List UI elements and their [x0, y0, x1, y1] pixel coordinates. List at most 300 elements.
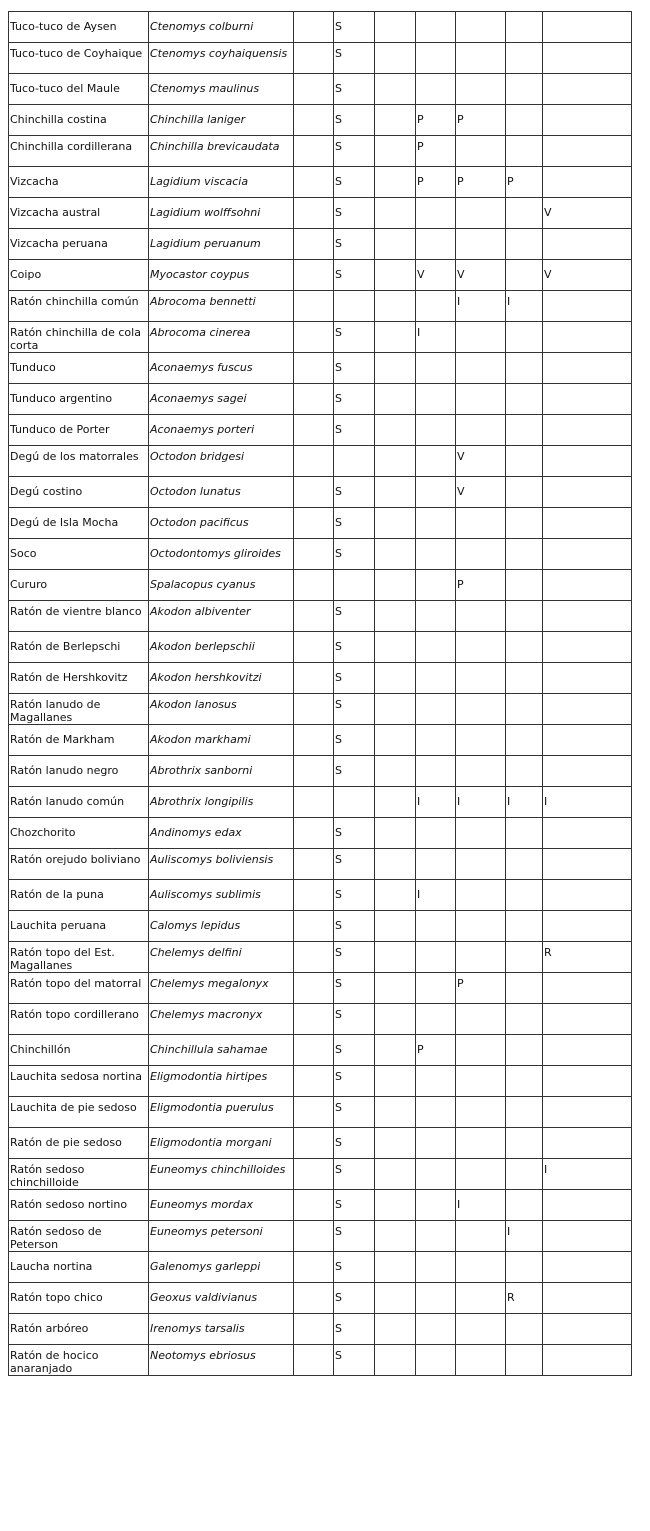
status-col-7-text — [544, 539, 631, 547]
status-col-5-cell — [456, 291, 506, 322]
status-col-5-cell — [456, 1128, 506, 1159]
common-name-cell — [9, 663, 149, 694]
status-col-5-text — [457, 74, 505, 82]
status-col-5-text: V — [457, 450, 465, 463]
status-col-7-cell — [543, 136, 632, 167]
status-col-2-cell — [334, 601, 375, 632]
status-col-2-text: S — [335, 1291, 342, 1304]
table-row — [9, 911, 632, 942]
common-name-text: Ratón orejudo boliviano — [10, 853, 141, 866]
common-name-text: Ratón lanudo común — [10, 795, 125, 808]
status-col-5-text — [457, 1128, 505, 1136]
status-col-1-text — [295, 1035, 333, 1043]
status-col-3-cell — [375, 508, 416, 539]
status-col-1-cell — [294, 1128, 334, 1159]
status-col-2-text: S — [335, 47, 342, 60]
common-name-text: Soco — [10, 547, 37, 560]
scientific-name-cell — [149, 1314, 294, 1345]
status-col-6-cell — [506, 477, 543, 508]
common-name-cell — [9, 1159, 149, 1190]
status-col-1-cell — [294, 725, 334, 756]
status-col-1-text — [295, 601, 333, 605]
status-col-7-cell — [543, 1066, 632, 1097]
status-col-4-cell — [416, 1128, 456, 1159]
status-col-4-text — [417, 198, 455, 206]
common-name-text: Ratón de vientre blanco — [10, 605, 142, 618]
common-name-cell — [9, 1221, 149, 1252]
status-col-2-cell — [334, 1097, 375, 1128]
common-name-text: Ratón topo del Est. Magallanes — [10, 946, 115, 972]
status-col-1-text — [295, 198, 333, 206]
status-col-6-text — [507, 508, 542, 516]
status-col-5-cell — [456, 1345, 506, 1376]
status-col-1-cell — [294, 384, 334, 415]
common-name-cell — [9, 756, 149, 787]
status-col-3-text — [376, 849, 415, 853]
status-col-6-cell — [506, 632, 543, 663]
status-col-4-text — [417, 694, 455, 698]
status-col-2-cell — [334, 198, 375, 229]
status-col-2-text: S — [335, 423, 342, 436]
status-col-1-text — [295, 911, 333, 919]
status-col-5-cell — [456, 353, 506, 384]
status-col-5-cell — [456, 911, 506, 942]
status-col-3-text — [376, 663, 415, 671]
status-col-3-text — [376, 1345, 415, 1349]
status-col-7-text — [544, 136, 631, 140]
status-col-2-text: S — [335, 977, 342, 990]
scientific-name-text: Akodon markhami — [150, 733, 251, 746]
status-col-6-text — [507, 477, 542, 485]
status-col-2-text: S — [335, 140, 342, 153]
status-col-5-cell — [456, 663, 506, 694]
status-col-4-text — [417, 1252, 455, 1260]
status-col-1-cell — [294, 911, 334, 942]
table-row — [9, 508, 632, 539]
status-col-6-cell — [506, 167, 543, 198]
status-col-3-cell — [375, 167, 416, 198]
scientific-name-cell — [149, 260, 294, 291]
status-col-4-text: V — [417, 268, 425, 281]
scientific-name-text: Auliscomys boliviensis — [150, 853, 274, 866]
status-col-3-cell — [375, 725, 416, 756]
status-col-2-text: S — [335, 485, 342, 498]
status-col-5-text — [457, 508, 505, 516]
status-col-6-cell — [506, 198, 543, 229]
status-col-1-text — [295, 787, 333, 795]
status-col-5-text — [457, 849, 505, 853]
status-col-7-text — [544, 415, 631, 423]
scientific-name-text: Euneomys chinchilloides — [150, 1163, 286, 1176]
status-col-3-text — [376, 1066, 415, 1070]
scientific-name-text: Abrocoma bennetti — [150, 295, 256, 308]
common-name-cell — [9, 1283, 149, 1314]
status-col-7-text — [544, 1221, 631, 1225]
common-name-cell — [9, 1004, 149, 1035]
status-col-6-cell — [506, 663, 543, 694]
status-col-5-cell — [456, 508, 506, 539]
status-col-1-text — [295, 384, 333, 392]
status-col-3-text — [376, 880, 415, 888]
status-col-1-text — [295, 880, 333, 888]
status-col-5-text: V — [457, 485, 465, 498]
status-col-4-cell — [416, 322, 456, 353]
status-col-2-cell — [334, 1190, 375, 1221]
status-col-7-cell — [543, 787, 632, 818]
status-col-7-cell — [543, 508, 632, 539]
status-col-5-text: P — [457, 113, 464, 126]
common-name-cell — [9, 291, 149, 322]
status-col-7-text — [544, 74, 631, 82]
status-col-4-text — [417, 384, 455, 392]
common-name-cell — [9, 818, 149, 849]
scientific-name-cell — [149, 353, 294, 384]
table-row — [9, 477, 632, 508]
scientific-name-text: Geoxus valdivianus — [150, 1291, 258, 1304]
table-row — [9, 663, 632, 694]
status-col-1-text — [295, 570, 333, 578]
status-col-2-text: S — [335, 237, 342, 250]
status-col-7-text — [544, 818, 631, 826]
status-col-1-text — [295, 1004, 333, 1008]
status-col-5-cell — [456, 74, 506, 105]
scientific-name-cell — [149, 601, 294, 632]
status-col-5-cell — [456, 384, 506, 415]
status-col-5-cell — [456, 1159, 506, 1190]
status-col-2-cell — [334, 508, 375, 539]
table-row — [9, 291, 632, 322]
status-col-4-cell — [416, 1252, 456, 1283]
status-col-3-text — [376, 74, 415, 82]
status-col-1-text — [295, 508, 333, 516]
status-col-5-cell — [456, 570, 506, 601]
common-name-text: Ratón sedoso nortino — [10, 1198, 128, 1211]
status-col-2-text: S — [335, 1349, 342, 1362]
common-name-text: Cururo — [10, 578, 48, 591]
status-col-5-cell — [456, 787, 506, 818]
status-col-7-cell — [543, 384, 632, 415]
status-col-7-text — [544, 911, 631, 919]
common-name-cell — [9, 508, 149, 539]
status-col-4-text — [417, 1097, 455, 1101]
status-col-3-cell — [375, 942, 416, 973]
status-col-7-text — [544, 446, 631, 450]
status-col-6-cell — [506, 43, 543, 74]
status-col-7-text — [544, 384, 631, 392]
status-col-7-cell — [543, 663, 632, 694]
status-col-1-text — [295, 229, 333, 237]
scientific-name-text: Ctenomys maulinus — [150, 82, 260, 95]
status-col-2-text: S — [335, 1136, 342, 1149]
status-col-2-text: S — [335, 764, 342, 777]
status-col-5-cell — [456, 539, 506, 570]
status-col-4-cell — [416, 1314, 456, 1345]
status-col-6-cell — [506, 725, 543, 756]
status-col-2-text: S — [335, 671, 342, 684]
status-col-1-text — [295, 539, 333, 547]
status-col-5-text: P — [457, 977, 464, 990]
status-col-3-text — [376, 12, 415, 20]
table-row — [9, 415, 632, 446]
scientific-name-text: Spalacopus cyanus — [150, 578, 256, 591]
status-col-5-cell — [456, 880, 506, 911]
status-col-6-text — [507, 570, 542, 578]
status-col-5-text: I — [457, 295, 461, 308]
status-col-4-text — [417, 12, 455, 20]
table-row — [9, 12, 632, 43]
scientific-name-cell — [149, 74, 294, 105]
scientific-name-text: Octodontomys gliroides — [150, 547, 281, 560]
status-col-2-cell — [334, 632, 375, 663]
table-row — [9, 1159, 632, 1190]
status-col-1-cell — [294, 1221, 334, 1252]
common-name-text: Ratón sedoso chinchilloide — [10, 1163, 85, 1189]
status-col-6-text — [507, 74, 542, 82]
status-col-7-text — [544, 508, 631, 516]
status-col-7-text — [544, 973, 631, 977]
status-col-6-cell — [506, 12, 543, 43]
status-col-3-cell — [375, 415, 416, 446]
scientific-name-text: Abrothrix sanborni — [150, 764, 253, 777]
status-col-3-text — [376, 260, 415, 268]
status-col-6-cell — [506, 942, 543, 973]
status-col-7-cell — [543, 74, 632, 105]
status-col-7-cell — [543, 818, 632, 849]
status-col-4-cell — [416, 849, 456, 880]
status-col-7-text — [544, 1097, 631, 1101]
common-name-cell — [9, 229, 149, 260]
scientific-name-cell — [149, 508, 294, 539]
status-col-7-cell — [543, 1035, 632, 1066]
status-col-1-text — [295, 291, 333, 295]
table-row — [9, 105, 632, 136]
status-col-4-cell — [416, 570, 456, 601]
status-col-3-text — [376, 446, 415, 450]
status-col-7-text — [544, 1314, 631, 1322]
status-col-7-cell — [543, 291, 632, 322]
status-col-5-text — [457, 415, 505, 423]
common-name-text: Vizcacha peruana — [10, 237, 108, 250]
status-col-2-cell — [334, 136, 375, 167]
status-col-1-cell — [294, 1283, 334, 1314]
status-col-4-text — [417, 725, 455, 733]
common-name-cell — [9, 74, 149, 105]
status-col-4-text — [417, 1190, 455, 1198]
status-col-4-cell — [416, 136, 456, 167]
status-col-6-cell — [506, 1128, 543, 1159]
common-name-text: Ratón de pie sedoso — [10, 1136, 122, 1149]
common-name-text: Tuco-tuco de Aysen — [10, 20, 117, 33]
status-col-4-cell — [416, 446, 456, 477]
status-col-5-text — [457, 663, 505, 671]
status-col-3-cell — [375, 601, 416, 632]
status-col-3-text — [376, 911, 415, 919]
common-name-cell — [9, 260, 149, 291]
status-col-5-cell — [456, 229, 506, 260]
status-col-4-cell — [416, 43, 456, 74]
common-name-text: Ratón lanudo de Magallanes — [10, 698, 101, 724]
status-col-3-cell — [375, 291, 416, 322]
status-col-6-cell — [506, 1190, 543, 1221]
status-col-6-text — [507, 632, 542, 640]
status-col-2-cell — [334, 725, 375, 756]
status-col-7-cell — [543, 415, 632, 446]
common-name-cell — [9, 105, 149, 136]
status-col-4-cell — [416, 260, 456, 291]
status-col-1-text — [295, 725, 333, 733]
status-col-6-cell — [506, 570, 543, 601]
status-col-2-cell — [334, 322, 375, 353]
table-row — [9, 1128, 632, 1159]
common-name-cell — [9, 1345, 149, 1376]
status-col-3-text — [376, 1221, 415, 1225]
status-col-4-cell — [416, 105, 456, 136]
status-col-2-cell — [334, 1314, 375, 1345]
common-name-cell — [9, 539, 149, 570]
common-name-cell — [9, 570, 149, 601]
common-name-text: Chinchilla costina — [10, 113, 107, 126]
status-col-6-cell — [506, 415, 543, 446]
status-col-5-text — [457, 942, 505, 946]
table-row — [9, 1345, 632, 1376]
status-col-4-cell — [416, 973, 456, 1004]
status-col-6-cell — [506, 1035, 543, 1066]
status-col-4-cell — [416, 942, 456, 973]
common-name-cell — [9, 384, 149, 415]
status-col-1-cell — [294, 322, 334, 353]
scientific-name-cell — [149, 694, 294, 725]
status-col-6-text — [507, 415, 542, 423]
status-col-4-cell — [416, 1345, 456, 1376]
status-col-2-text: S — [335, 326, 342, 339]
status-col-1-cell — [294, 1097, 334, 1128]
status-col-4-cell — [416, 291, 456, 322]
status-col-1-text — [295, 1221, 333, 1225]
table-row — [9, 818, 632, 849]
status-col-7-cell — [543, 1004, 632, 1035]
status-col-7-text — [544, 1128, 631, 1136]
status-col-7-cell — [543, 1314, 632, 1345]
status-col-2-text: S — [335, 547, 342, 560]
status-col-5-text — [457, 756, 505, 764]
status-col-5-cell — [456, 1221, 506, 1252]
status-col-7-text — [544, 1004, 631, 1008]
status-col-6-cell — [506, 818, 543, 849]
status-col-3-text — [376, 756, 415, 764]
status-col-5-cell — [456, 1314, 506, 1345]
common-name-text: Ratón lanudo negro — [10, 764, 119, 777]
status-col-3-text — [376, 694, 415, 698]
table-row — [9, 384, 632, 415]
status-col-6-text — [507, 353, 542, 361]
status-col-1-text — [295, 1159, 333, 1163]
scientific-name-cell — [149, 1221, 294, 1252]
status-col-4-cell — [416, 12, 456, 43]
status-col-1-cell — [294, 1159, 334, 1190]
status-col-4-text — [417, 973, 455, 977]
scientific-name-cell — [149, 1283, 294, 1314]
status-col-4-text: P — [417, 1043, 424, 1056]
status-col-3-text — [376, 353, 415, 361]
status-col-3-cell — [375, 1283, 416, 1314]
status-col-3-text — [376, 384, 415, 392]
status-col-7-text — [544, 1252, 631, 1260]
table-row — [9, 942, 632, 973]
status-col-7-text: I — [544, 795, 548, 808]
status-col-5-cell — [456, 43, 506, 74]
status-col-7-text — [544, 291, 631, 295]
status-col-2-cell — [334, 43, 375, 74]
status-col-6-cell — [506, 1004, 543, 1035]
common-name-cell — [9, 942, 149, 973]
scientific-name-text: Chinchilla laniger — [150, 113, 246, 126]
status-col-2-cell — [334, 74, 375, 105]
status-col-4-cell — [416, 229, 456, 260]
status-col-6-cell — [506, 322, 543, 353]
status-col-4-cell — [416, 1221, 456, 1252]
status-col-3-cell — [375, 694, 416, 725]
common-name-text: Degú de los matorrales — [10, 450, 139, 463]
scientific-name-cell — [149, 1004, 294, 1035]
status-col-7-cell — [543, 260, 632, 291]
common-name-text: Degú costino — [10, 485, 83, 498]
status-col-4-cell — [416, 1283, 456, 1314]
status-col-5-cell — [456, 477, 506, 508]
status-col-5-text — [457, 136, 505, 140]
status-col-5-cell — [456, 105, 506, 136]
common-name-cell — [9, 322, 149, 353]
status-col-7-cell — [543, 12, 632, 43]
status-col-6-cell — [506, 229, 543, 260]
status-col-2-cell — [334, 880, 375, 911]
status-col-1-text — [295, 74, 333, 82]
status-col-5-cell — [456, 167, 506, 198]
common-name-cell — [9, 1035, 149, 1066]
status-col-5-cell — [456, 260, 506, 291]
status-col-7-cell — [543, 1097, 632, 1128]
status-col-1-cell — [294, 1252, 334, 1283]
status-col-3-cell — [375, 973, 416, 1004]
status-col-1-text — [295, 260, 333, 268]
status-col-2-text: S — [335, 1322, 342, 1335]
status-col-4-text — [417, 632, 455, 640]
status-col-4-text — [417, 1159, 455, 1163]
status-col-7-cell — [543, 105, 632, 136]
status-col-4-cell — [416, 1159, 456, 1190]
common-name-text: Coipo — [10, 268, 42, 281]
status-col-3-cell — [375, 539, 416, 570]
status-col-1-cell — [294, 43, 334, 74]
table-row — [9, 570, 632, 601]
common-name-text: Ratón de Markham — [10, 733, 115, 746]
status-col-2-text: S — [335, 1260, 342, 1273]
common-name-text: Tunduco argentino — [10, 392, 113, 405]
status-col-4-text — [417, 849, 455, 853]
status-col-5-text — [457, 1004, 505, 1008]
status-col-3-cell — [375, 1190, 416, 1221]
status-col-2-cell — [334, 1066, 375, 1097]
scientific-name-cell — [149, 105, 294, 136]
status-col-2-text: S — [335, 175, 342, 188]
status-col-3-cell — [375, 1252, 416, 1283]
status-col-1-text — [295, 1097, 333, 1101]
status-col-7-text — [544, 725, 631, 733]
status-col-4-cell — [416, 74, 456, 105]
scientific-name-text: Eligmodontia hirtipes — [150, 1070, 268, 1083]
status-col-1-cell — [294, 570, 334, 601]
status-col-7-cell — [543, 1159, 632, 1190]
status-col-7-cell — [543, 849, 632, 880]
